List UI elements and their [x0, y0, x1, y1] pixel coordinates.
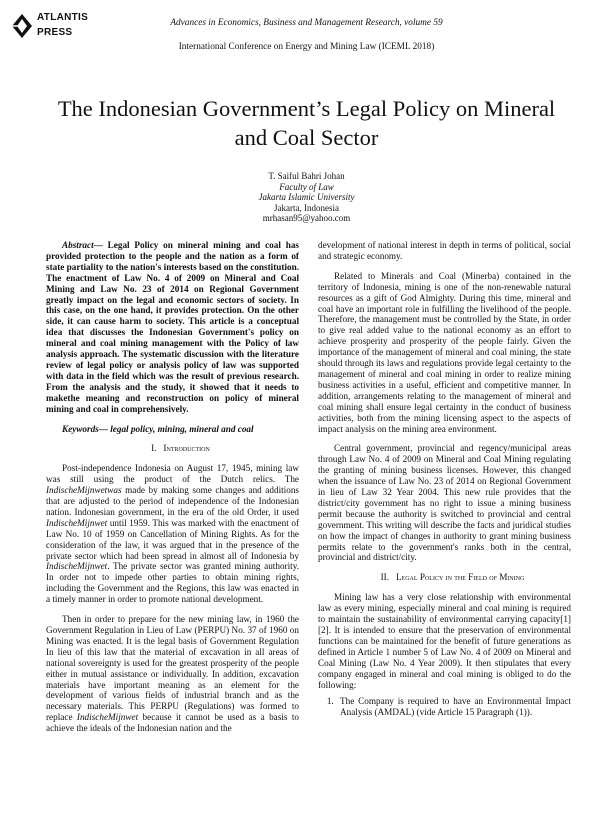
section-title: Legal Policy in the Field of Mining — [395, 572, 525, 583]
paper-title: The Indonesian Government’s Legal Policy on Mineral and Coal Sector — [57, 96, 556, 150]
right-paragraph-2: Central government, provincial and regency/municipal areas through Law No. 4 of 2009 on Mineral and Coal Mining regulating the granting of mining business licenses. However, this changed when the issuance of Law No. 23 of 2014 on Regional Government in lieu of Law 32 Year 2004. This new rule provides that the district/city government has no right to issue a mining business permit because the authority is switched to provincial and central government. This writing will describe the facts and juridical studies on how the impact of changes in authority to grant mining business permits relate to the government's ranks both in the central, provincial and district/city. — [318, 443, 571, 563]
section-heading-introduction — [46, 443, 299, 454]
author-city: Jakarta, Indonesia — [274, 202, 339, 213]
right-column — [318, 240, 571, 718]
list-item: 1. The Company is required to have an Environmental Impact Analysis (AMDAL) (vide Article 15 Paragraph (1)). — [336, 696, 571, 718]
obligations-list — [318, 696, 571, 718]
section-title: Introduction — [163, 443, 210, 454]
intro-paragraph-1: Post-independence Indonesia on August 17, 1945, mining law was still using the product of the Dutch relics. The IndischeMijnwetwas made by making some changes and additions that are adjusted to the period of independence of the Indonesian nation. Indonesian government, in the era of the old Order, it used IndischeMijnwet until 1959. This was marked with the enactment of Law No. 10 of 1959 on Cancellation of Mining Rights. As for the consideration of the law, it was argued that in the presence of the private sector which had been spread in almost all of Indonesia by IndischeMijnwet. The private sector was granted mining authority. In order not to impede other parties to obtain mining rights, including the Government and the Regions, this law was enacted in a timely manner in order to promote national development. — [46, 463, 299, 605]
abstract-text: Legal Policy on mineral mining and coal has provided protection to the people and the nation as a form of state partiality to the nation's interests based on the constitution. The enactment of Law No. 4 of 2009 on Mineral and Coal Mining and Law No. 23 of 2014 on Regional Government greatly impact on the legal and economic sectors of society. In this case, on the one hand, it provides protection. On the other side, it can cause harm to society. This article is a conceptual idea that discusses the Indonesian Government's policy on mineral and coal mining management with the Policy of law analysis approach. The systematic discussion with the literature review of legal policy or analysis policy of law was supported with data in the field which was the result of previous research. From the analysis and the study, it showed that it needs to makethe meaning and reconstruction on policy of mineral mining and coal in comprehensively. — [46, 240, 299, 414]
section-number: I. — [151, 443, 157, 454]
publisher-name-line1: ATLANTIS — [37, 12, 89, 23]
section-number: II. — [380, 572, 390, 583]
abstract — [46, 240, 299, 415]
keywords — [46, 424, 299, 435]
author-university: Jakarta Islamic University — [258, 192, 355, 202]
journal-header: Advances in Economics, Business and Management Research, volume 59 — [170, 18, 443, 28]
right-paragraph-0: development of national interest in depth in terms of political, social and strategic economy. — [318, 240, 571, 261]
section-heading-legal-policy — [318, 572, 571, 583]
right-paragraph-1: Related to Minerals and Coal (Minerba) contained in the territory of Indonesia, mining is one of the non-renewable natural resources as a gift of God Almighty. During this time, mineral and coal have an important role in fulfilling the livelihood of the people. Therefore, the management must be controlled by the State, in order to give real added value to the national economy as an effort to achieve prosperity and prosperity of the people fairly. Given the importance of the management of mineral and coal mining, the state should through its laws and regulations provide legal certainty to the management of mineral and coal mining in order to realize mining business activities in a useful, efficient and competitive manner. In addition, arrangements relating to the management of mineral and coal mining shall ensure legal certainty in the conduct of business activities, both from the mining licensing aspect to the aspects of impact analysis on the mining area environment. — [318, 270, 571, 434]
author-faculty: Faculty of Law — [279, 181, 334, 192]
publisher-name-line2: PRESS — [37, 27, 73, 38]
intro-paragraph-2: Then in order to prepare for the new mining law, in 1960 the Government Regulation in Lieu of Law (PERPU) No. 37 of 1960 on Mining was enacted. It is the legal basis of Government Regulation In lieu of this law that the material of excavation in all areas of national sovereignty is used for the greatest prosperity of the people either in mutual assistance or individually. In addition, excavation materials have important meaning as an element for the development of various fields of industrial branch and as the necessary materials. This PERPU (Regulations) was formed to replace IndischeMijnwet because it cannot be used as a basis to achieve the ideals of the Indonesian nation and the — [46, 614, 299, 734]
author-name: T. Saiful Bahri Johan — [268, 171, 345, 181]
keywords-label: Keywords— — [62, 423, 108, 434]
abstract-label: Abstract— — [62, 240, 103, 250]
keywords-text: legal policy, mining, mineral and coal — [107, 423, 254, 434]
author-block — [0, 171, 613, 224]
right-paragraph-3: Mining law has a very close relationship with environmental law as every mining, especially mineral and coal mining is required to maintain the sustainability of environmental carrying capacity[1][2]. It is intended to ensure that the preservation of environmental functions can be maintained for the benefit of future generations as defined in Article 1 number 5 of Law No. 4 of 2009 on Mineral and Coal Mining (Law No. 4 Year 2009). It then stipulates that every company engaged in mineral and coal mining is obliged to do the following: — [318, 592, 571, 690]
left-column — [46, 240, 299, 734]
author-email: mrhasan95@yahoo.com — [262, 213, 351, 223]
conference-header: International Conference on Energy and Mining Law (ICEML 2018) — [178, 42, 435, 52]
